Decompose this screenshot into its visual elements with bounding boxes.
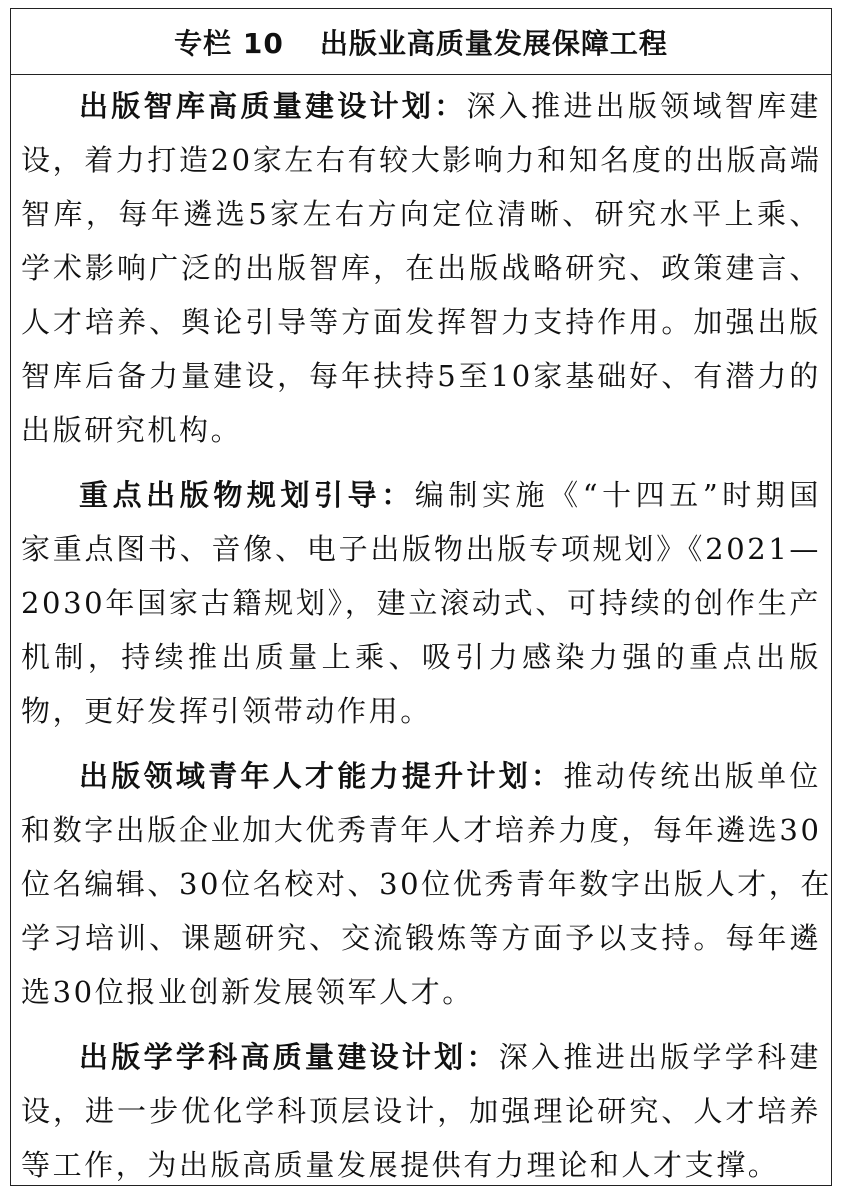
paragraph-line: 智库，每年遴选5家左右方向定位清晰、研究水平上乘、 [21,197,821,231]
paragraph-line: 和数字出版企业加大优秀青年人才培养力度，每年遴选30 [21,813,822,847]
paragraph-line: 设，着力打造20家左右有较大影响力和知名度的出版高端 [21,143,822,177]
paragraph-line: 家重点图书、音像、电子出版物出版专项规划》《2021— [21,532,821,566]
column-box [10,8,832,1186]
column-title [174,22,668,62]
paragraph-line: 物，更好发挥引领带动作用。 [21,694,432,728]
paragraph-young-talent [21,749,833,1019]
column-body [11,75,831,1192]
paragraph-line: 智库后备力量建设，每年扶持5至10家基础好、有潜力的 [21,359,821,393]
column-header [11,9,831,75]
paragraph-line: 设，进一步优化学科顶层设计，加强理论研究、人才培养 [21,1094,821,1128]
paragraph-line: 出版研究机构。 [21,413,243,447]
column-label: 专栏 10 [174,26,284,60]
paragraph-lead: 出版领域青年人才能力提升计划： [79,759,564,793]
paragraph-line: 位名编辑、30位名校对、30位优秀青年数字出版人才，在 [21,867,833,901]
paragraph-line: 2030年国家古籍规划》，建立滚动式、可持续的创作生产 [21,586,821,620]
paragraph-think-tank [21,79,821,457]
paragraph-key-publications [21,468,821,738]
paragraph-discipline [21,1030,821,1192]
paragraph-line: 人才培养、舆论引导等方面发挥智力支持作用。加强出版 [21,305,821,339]
paragraph-line: 出版领域青年人才能力提升计划：推动传统出版单位 [79,759,821,793]
paragraph-line: 出版学学科高质量建设计划：深入推进出版学学科建 [79,1040,821,1074]
paragraph-line: 等工作，为出版高质量发展提供有力理论和人才支撑。 [21,1148,780,1182]
paragraph-line: 机制，持续推出质量上乘、吸引力感染力强的重点出版 [21,640,821,674]
paragraph-line: 重点出版物规划引导：编制实施《“十四五”时期国 [79,478,821,512]
paragraph-line: 学习培训、课题研究、交流锻炼等方面予以支持。每年遴 [21,921,821,955]
paragraph-lead: 出版智库高质量建设计划： [79,89,467,123]
paragraph-line: 选30位报业创新发展领军人才。 [21,975,474,1009]
paragraph-lead: 出版学学科高质量建设计划： [79,1040,499,1074]
column-title-text: 出版业高质量发展保障工程 [319,26,668,60]
paragraph-line: 学术影响广泛的出版智库，在出版战略研究、政策建言、 [21,251,821,285]
paragraph-line: 出版智库高质量建设计划：深入推进出版领域智库建 [79,89,822,123]
paragraph-lead: 重点出版物规划引导： [79,478,415,512]
